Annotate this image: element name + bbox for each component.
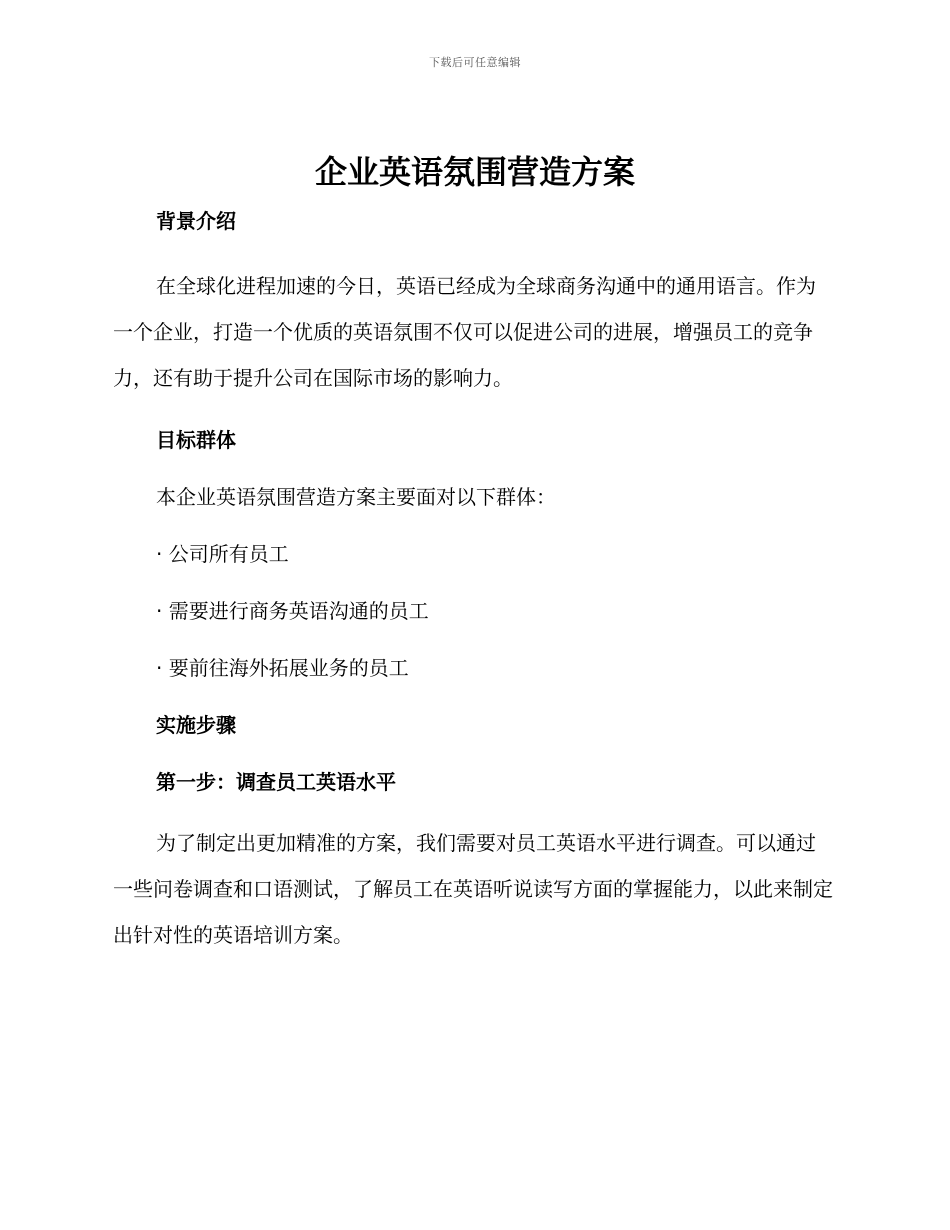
document-body xyxy=(113,201,835,958)
page-header-note: 下载后可任意编辑 xyxy=(429,56,521,69)
section-heading-background: 背景介绍 xyxy=(156,209,236,233)
list-item: · 需要进行商务英语沟通的员工 xyxy=(156,599,429,623)
section-heading-steps: 实施步骤 xyxy=(156,713,236,737)
document-title: 企业英语氛围营造方案 xyxy=(314,153,635,191)
step1-paragraph: 为了制定出更加精准的方案，我们需要对员工英语水平进行调查。可以通过一些问卷调查和口语测试，了解员工在英语听说读写方面的掌握能力，以此来制定出针对性的英语培训方案。 xyxy=(113,831,833,947)
section-heading-target: 目标群体 xyxy=(156,428,236,452)
list-item: · 公司所有员工 xyxy=(156,542,289,566)
target-intro: 本企业英语氛围营造方案主要面对以下群体： xyxy=(156,485,556,509)
list-item: · 要前往海外拓展业务的员工 xyxy=(156,656,409,680)
step1-heading: 第一步：调查员工英语水平 xyxy=(156,770,396,794)
background-paragraph: 在全球化进程加速的今日，英语已经成为全球商务沟通中的通用语言。作为一个企业，打造一个优质的英语氛围不仅可以促进公司的进展，增强员工的竞争力，还有助于提升公司在国际市场的影响力。 xyxy=(113,274,816,390)
